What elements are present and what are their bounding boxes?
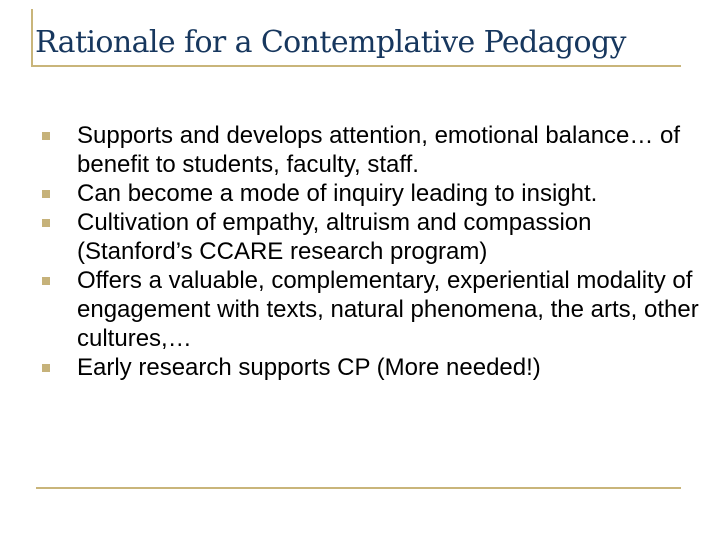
bullet-item xyxy=(42,353,702,382)
square-bullet-icon xyxy=(42,277,50,285)
slide-title: Rationale for a Contemplative Pedagogy xyxy=(35,25,626,60)
square-bullet-icon xyxy=(42,364,50,372)
title-horizontal-rule xyxy=(31,65,681,67)
bullet-item xyxy=(42,179,702,208)
square-bullet-icon xyxy=(42,132,50,140)
square-bullet-icon xyxy=(42,219,50,227)
bullet-text: Early research supports CP (More needed!) xyxy=(77,354,541,381)
bullet-item xyxy=(42,121,702,179)
title-vertical-rule xyxy=(31,9,33,67)
bullet-item xyxy=(42,266,702,353)
bullet-text: Can become a mode of inquiry leading to insight. xyxy=(77,180,598,207)
bullet-text: Supports and develops attention, emotional balance… of benefit to students, faculty, staff. xyxy=(77,122,681,178)
bullet-list xyxy=(42,121,702,382)
bullet-text: Offers a valuable, complementary, experiential modality of engagement with texts, natural phenomena, the arts, other cultures,… xyxy=(77,267,699,352)
bottom-rule xyxy=(36,487,681,489)
square-bullet-icon xyxy=(42,190,50,198)
bullet-item xyxy=(42,208,702,266)
bullet-text: Cultivation of empathy, altruism and compassion (Stanford’s CCARE research program) xyxy=(77,209,592,265)
